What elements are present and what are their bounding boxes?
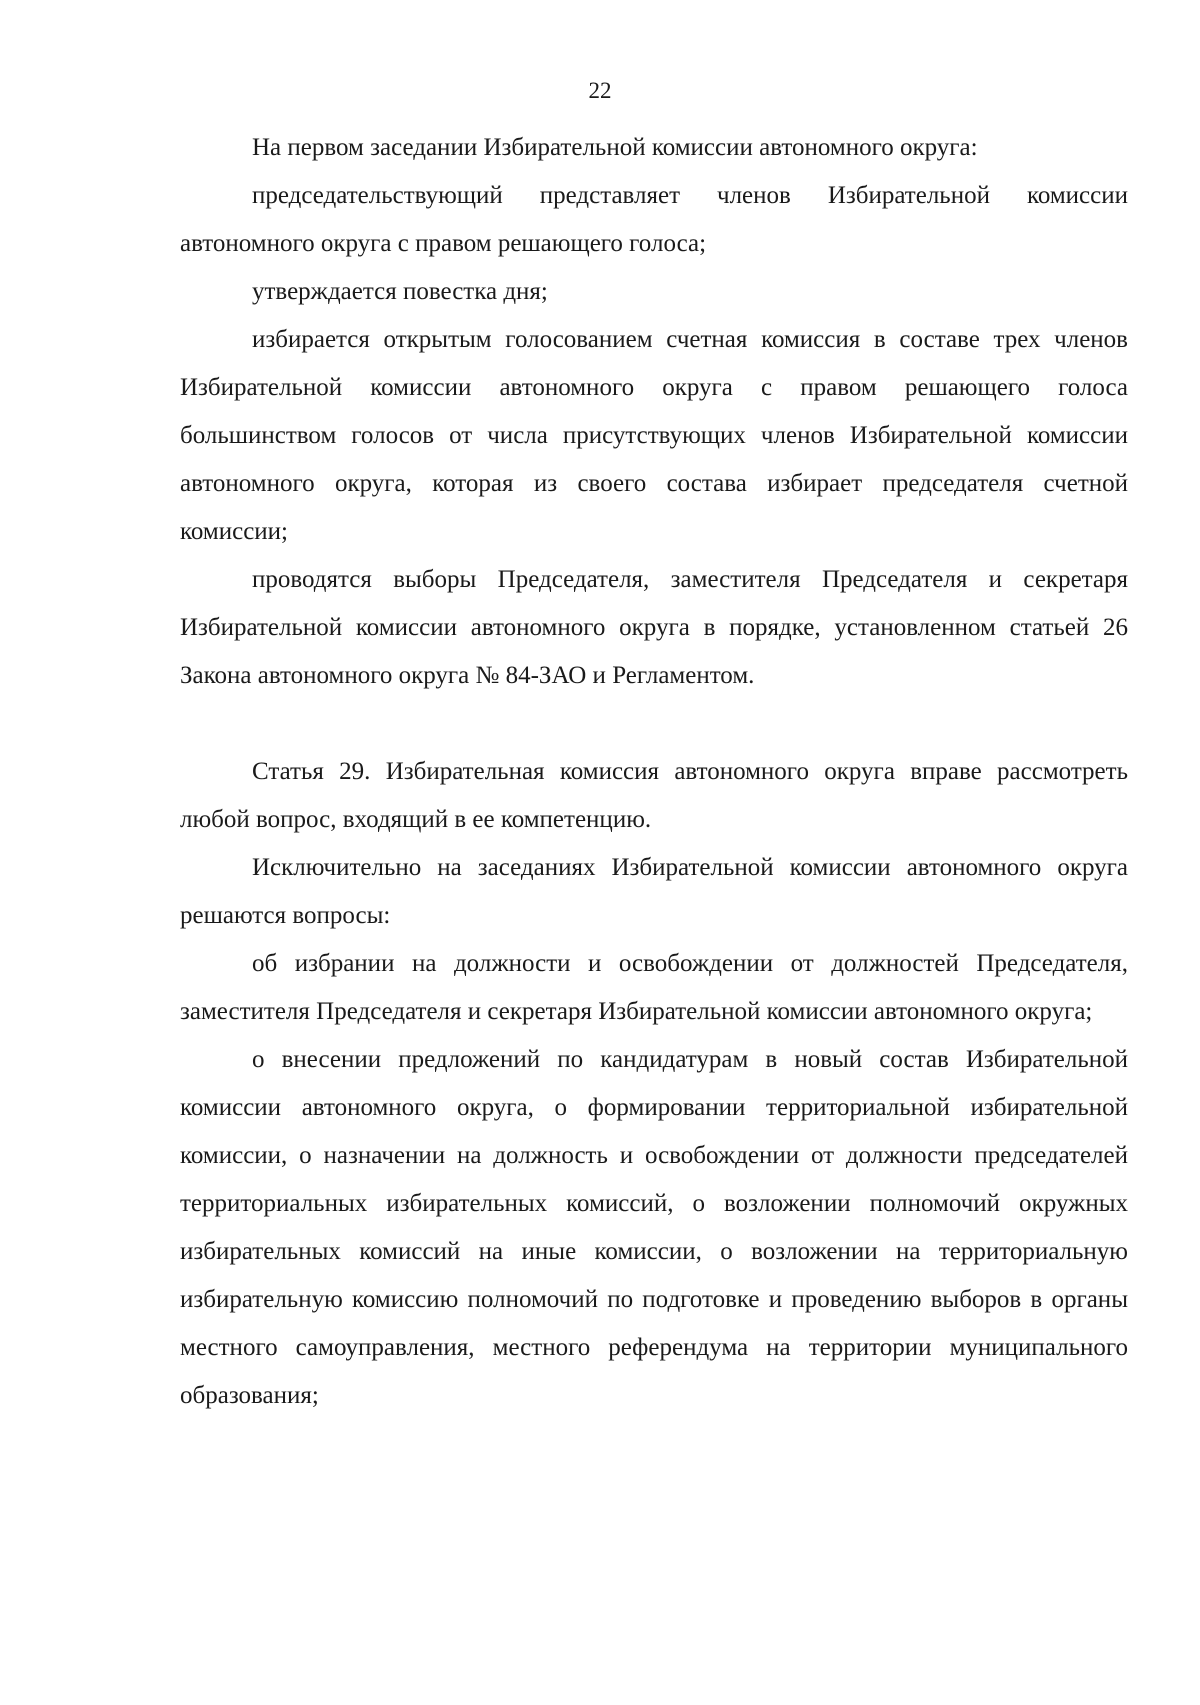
paragraph-first-session-intro: На первом заседании Избирательной комиссии автономного округа: xyxy=(252,134,978,161)
paragraph-article-29: Статья 29. Избирательная комиссия автономного округа вправе рассмотреть любой вопрос, входящий в ее компетенцию. xyxy=(180,758,1128,833)
page-number: 22 xyxy=(588,78,612,103)
paragraph-presiding-introduces-members: председательствующий представляет членов Избирательной комиссии автономного округа с правом решающего голоса; xyxy=(180,182,1128,257)
document-body xyxy=(180,124,1128,1420)
paragraph-counting-commission: избирается открытым голосованием счетная комиссия в составе трех членов Избирательной комиссии автономного округа с правом решающего голоса большинством голосов от числа присутствующих членов Избирательной комиссии автономного округа, которая из своего состава избирает председателя счетной комиссии; xyxy=(180,326,1128,545)
paragraph-agenda-approved: утверждается повестка дня; xyxy=(252,278,548,305)
paragraph-elections-held: проводятся выборы Председателя, заместителя Председателя и секретаря Избирательной комиссии автономного округа в порядке, установленном статьей 26 Закона автономного округа № 84-ЗАО и Регламентом. xyxy=(180,566,1128,689)
paragraph-exclusive-questions: Исключительно на заседаниях Избирательной комиссии автономного округа решаются вопросы: xyxy=(180,854,1128,929)
paragraph-proposals-candidates: о внесении предложений по кандидатурам в новый состав Избирательной комиссии автономного округа, о формировании территориальной избирательной комиссии, о назначении на должность и освобождении от должности председателей территориальных избирательных комиссий, о возложении полномочий окружных избирательных комиссий на иные комиссии, о возложении на территориальную избирательную комиссию полномочий по подготовке и проведению выборов в органы местного самоуправления, местного референдума на территории муниципального образования; xyxy=(180,1046,1128,1409)
paragraph-election-to-positions: об избрании на должности и освобождении от должностей Председателя, заместителя Председателя и секретаря Избирательной комиссии автономного округа; xyxy=(180,950,1128,1025)
